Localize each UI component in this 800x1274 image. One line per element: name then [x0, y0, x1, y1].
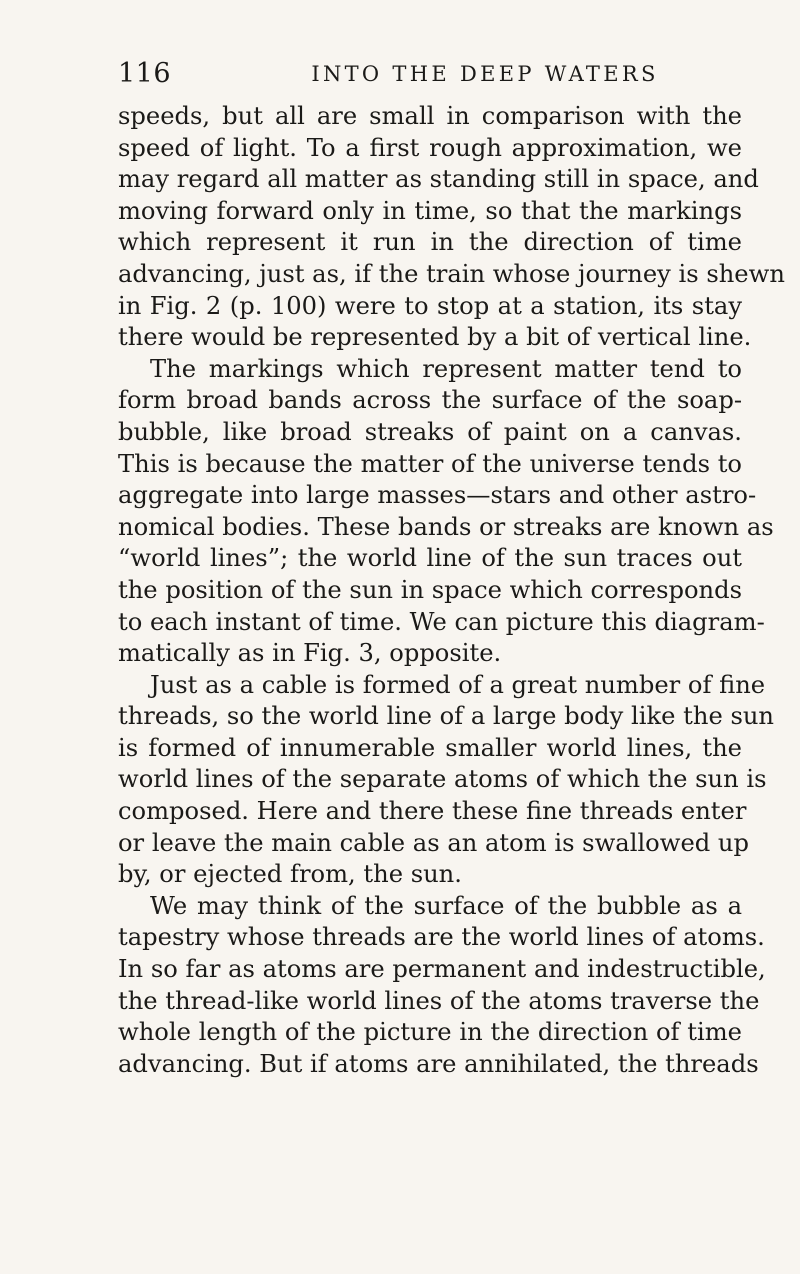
- text-line: to each instant of time. We can picture this diagram-: [118, 607, 765, 636]
- text-line: We may think of the surface of the bubble as a: [150, 891, 742, 920]
- text-line: moving forward only in time, so that the markings: [118, 196, 742, 225]
- text-line: advancing, just as, if the train whose journey is shewn: [118, 259, 785, 288]
- text-line: there would be represented by a bit of vertical line.: [118, 323, 752, 352]
- text-line: or leave the main cable as an atom is swallowed up: [118, 828, 749, 857]
- text-line: in Fig. 2 (p. 100) were to stop at a station, its stay: [118, 291, 742, 320]
- text-line: speed of light. To a first rough approximation, we: [118, 133, 742, 162]
- text-line: threads, so the world line of a large body like the sun: [118, 702, 775, 731]
- text-line: the thread-like world lines of the atoms traverse the: [118, 986, 760, 1015]
- text-line: tapestry whose threads are the world lines of atoms.: [118, 923, 765, 952]
- text-line: “world lines”; the world line of the sun traces out: [118, 544, 742, 573]
- text-line: speeds, but all are small in comparison with the: [118, 102, 742, 130]
- text-line: may regard all matter as standing still in space, and: [118, 165, 759, 194]
- text-line: In so far as atoms are permanent and indestructible,: [118, 955, 766, 984]
- text-line: The markings which represent matter tend to: [150, 354, 742, 383]
- text-line: Just as a cable is formed of a great number of fine: [150, 670, 766, 699]
- text-line: form broad bands across the surface of the soap-: [118, 386, 742, 415]
- text-line: matically as in Fig. 3, opposite.: [118, 639, 502, 668]
- body-text: [118, 101, 785, 1080]
- text-line: advancing. But if atoms are annihilated, the threads: [118, 1049, 759, 1078]
- text-line: This is because the matter of the universe tends to: [118, 449, 742, 478]
- text-line: by, or ejected from, the sun.: [118, 860, 462, 889]
- page-number: 116: [118, 58, 172, 89]
- text-line: is formed of innumerable smaller world lines, the: [118, 733, 742, 762]
- text-line: whole length of the picture in the direction of time: [118, 1018, 742, 1047]
- running-head: INTO THE DEEP WATERS: [311, 62, 659, 86]
- text-line: aggregate into large masses—stars and other astro-: [118, 481, 757, 510]
- text-line: bubble, like broad streaks of paint on a canvas.: [118, 417, 742, 446]
- page-header: [118, 58, 742, 92]
- text-line: composed. Here and there these fine threads enter: [118, 797, 747, 826]
- text-line: which represent it run in the direction of time: [118, 228, 742, 257]
- text-line: world lines of the separate atoms of which the sun is: [118, 765, 767, 794]
- text-line: the position of the sun in space which corresponds: [118, 575, 742, 604]
- text-line: nomical bodies. These bands or streaks are known as: [118, 512, 774, 541]
